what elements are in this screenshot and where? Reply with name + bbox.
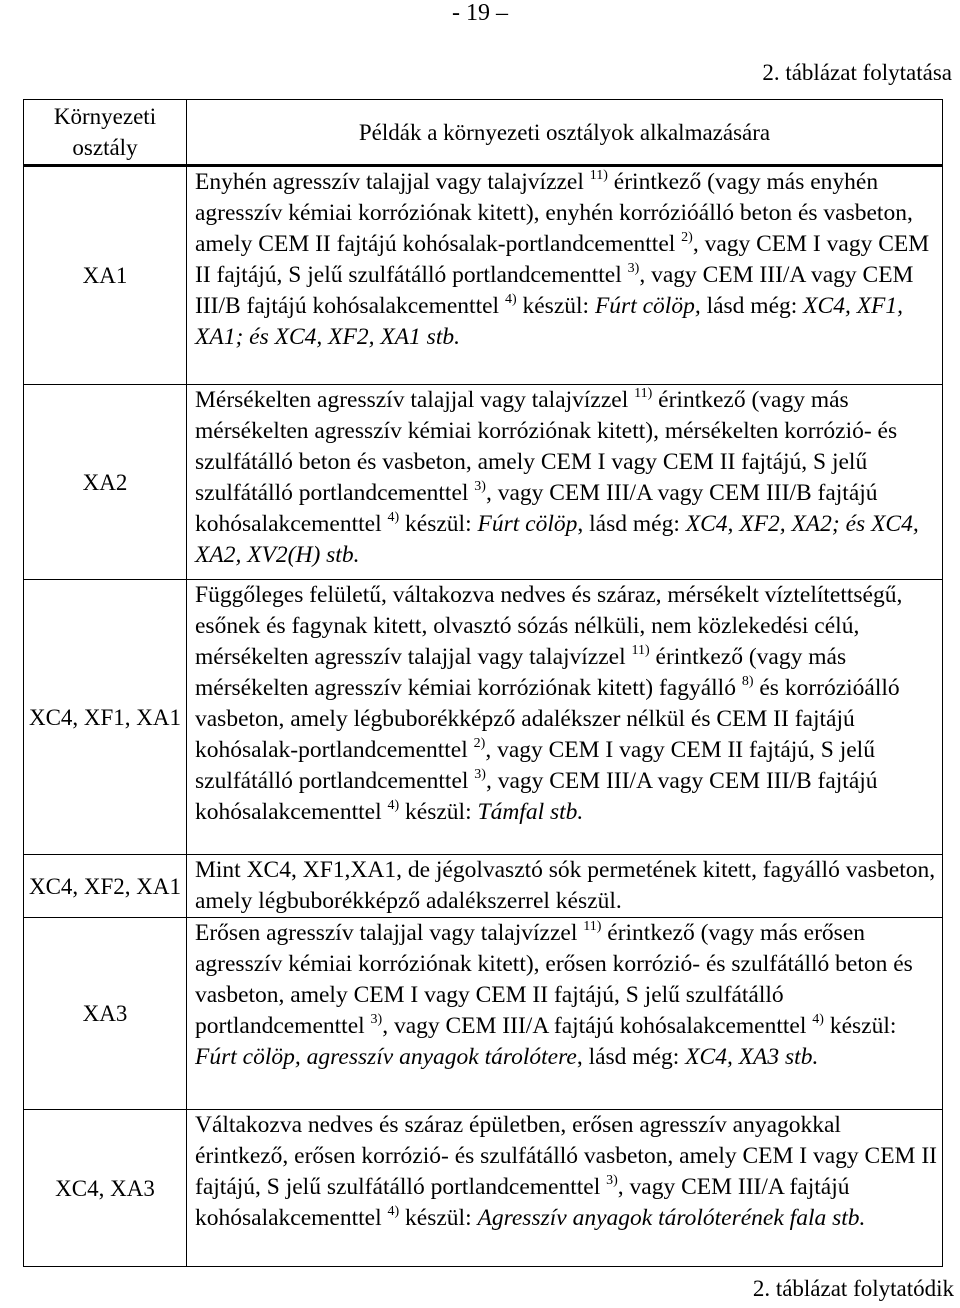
footnote-ref: 8) bbox=[741, 674, 754, 690]
description-cell bbox=[187, 166, 943, 385]
text-run: , vagy CEM I vagy CEM II fajtájú, S jelű szulfátálló portlandcementtel bbox=[195, 231, 930, 288]
footnote-ref: 11) bbox=[634, 386, 653, 402]
table-row bbox=[24, 855, 943, 918]
table-row bbox=[24, 580, 943, 855]
description-cell bbox=[187, 385, 943, 580]
footnote-ref: 4) bbox=[504, 292, 517, 308]
footnote-ref: 4) bbox=[812, 1012, 824, 1028]
table-row bbox=[24, 1110, 943, 1267]
italic-run: XC4, XA3 stb. bbox=[685, 1044, 819, 1070]
footnote-ref: 4) bbox=[387, 510, 400, 526]
table-row bbox=[24, 385, 943, 580]
italic-run: Fúrt cölöp, bbox=[594, 293, 701, 319]
text-run: , vagy CEM III/A vagy CEM III/B fajtájú kohósalakcementtel bbox=[195, 480, 878, 537]
description-cell bbox=[187, 580, 943, 855]
footnote-ref: 3) bbox=[370, 1012, 383, 1028]
text-run: készül: bbox=[516, 293, 595, 319]
description-cell bbox=[187, 855, 943, 918]
text-run: készül: bbox=[823, 1013, 897, 1039]
text-run: , vagy CEM I vagy CEM II fajtájú, S jelű szulfátálló portlandcementtel bbox=[195, 737, 875, 794]
text-run: Mérsékelten agresszív talajjal vagy talajvízzel bbox=[195, 387, 635, 413]
text-run: , vagy CEM III/A fajtájú kohósalakcementtel bbox=[195, 1174, 850, 1231]
footnote-ref: 3) bbox=[474, 479, 486, 495]
text-run: , vagy CEM III/A vagy CEM III/B fajtájú kohósalakcementtel bbox=[195, 262, 914, 319]
table-continuation-note: 2. táblázat folytatása bbox=[762, 60, 952, 85]
text-run: , lásd még: bbox=[576, 1044, 686, 1070]
table-row bbox=[24, 918, 943, 1110]
text-run: Enyhén agresszív talajjal vagy talajvízzel bbox=[195, 169, 590, 195]
text-run: Váltakozva nedves és száraz épületben, erősen agresszív anyagokkal érintkező, erősen korrózió- és szulfátálló vasbeton, amely CEM I vagy CEM II fajtájú, S jelű szulfátálló portlandcementtel bbox=[195, 1112, 937, 1200]
text-run: , vagy CEM III/A vagy CEM III/B fajtájú kohósalakcementtel bbox=[195, 768, 878, 825]
table-continues-note: 2. táblázat folytatódik bbox=[752, 1276, 954, 1301]
footnote-ref: 3) bbox=[474, 767, 486, 783]
italic-run: Támfal stb. bbox=[477, 799, 584, 825]
footnote-ref: 11) bbox=[631, 643, 650, 659]
italic-run: XC4, XF1, XA1; és XC4, XF2, XA1 stb. bbox=[195, 293, 904, 350]
footnote-ref: 11) bbox=[589, 168, 608, 184]
description-cell bbox=[187, 918, 943, 1110]
italic-run: Fúrt cölöp, agresszív anyagok tárolótere bbox=[195, 1044, 577, 1070]
environmental-class-table bbox=[23, 99, 943, 1267]
page-number: - 19 – bbox=[452, 0, 508, 26]
table-header-row bbox=[24, 100, 943, 166]
table-row bbox=[24, 166, 943, 385]
class-cell: XC4, XA3 bbox=[24, 1110, 187, 1267]
text-run: érintkező (vagy más mérsékelten agresszív kémiai korróziónak kitett) fagyálló bbox=[195, 644, 847, 701]
class-cell: XC4, XF2, XA1 bbox=[24, 855, 187, 918]
text-run: és korrózióálló vasbeton, amely légbuborékképző adalékszer nélkül és CEM II fajtájú kohósalak-portlandcementtel bbox=[195, 675, 900, 763]
class-cell: XA3 bbox=[24, 918, 187, 1110]
class-cell: XC4, XF1, XA1 bbox=[24, 580, 187, 855]
class-cell: XA2 bbox=[24, 385, 187, 580]
header-examples-cell: Példák a környezeti osztályok alkalmazására bbox=[187, 100, 943, 166]
text-run: készül: bbox=[399, 1205, 478, 1231]
footnote-ref: 11) bbox=[583, 919, 602, 935]
text-run: Erősen agresszív talajjal vagy talajvízzel bbox=[195, 920, 584, 946]
text-run: érintkező (vagy más enyhén agresszív kémiai korróziónak kitett), enyhén korrózióálló beton és vasbeton, amely CEM II fajtájú kohósalak-portlandcementtel bbox=[195, 169, 913, 257]
text-run: lásd még: bbox=[700, 293, 804, 319]
text-run: érintkező (vagy más erősen agresszív kémiai korróziónak kitett), erősen korrózió- és szulfátálló beton és vasbeton, amely CEM I vagy CEM II fajtájú, S jelű szulfátálló portlandcementtel bbox=[195, 920, 913, 1039]
text-run: készül: bbox=[399, 799, 478, 825]
text-run: érintkező (vagy más mérsékelten agresszív kémiai korróziónak kitett), mérsékelten korrózió- és szulfátálló beton és vasbeton, amely CEM I vagy CEM II fajtájú, S jelű szulfátálló portlandcementtel bbox=[195, 387, 898, 506]
italic-run: Agresszív anyagok tárolóterének fala stb. bbox=[477, 1205, 866, 1231]
footnote-ref: 4) bbox=[387, 1204, 400, 1220]
italic-run: Fúrt cölöp bbox=[477, 511, 578, 537]
text-run: , vagy CEM III/A fajtájú kohósalakcementtel bbox=[382, 1013, 813, 1039]
footnote-ref: 4) bbox=[387, 798, 400, 814]
description-cell bbox=[187, 1110, 943, 1267]
footnote-ref: 3) bbox=[627, 261, 640, 277]
text-run: Függőleges felületű, váltakozva nedves és száraz, mérsékelt víztelítettségű, esőnek és fagynak kitett, olvasztó sózás nélküli, nem közlekedési célú, mérsékelten agresszív talajjal vagy talajvízzel bbox=[195, 582, 903, 670]
footnote-ref: 2) bbox=[681, 230, 693, 246]
footnote-ref: 2) bbox=[473, 736, 486, 752]
footnote-ref: 3) bbox=[606, 1173, 618, 1189]
text-run: készül: bbox=[399, 511, 478, 537]
italic-run: XC4, XF2, XA2; és XC4, XA2, XV2(H) stb. bbox=[195, 511, 919, 568]
header-class-cell: Környezeti osztály bbox=[24, 100, 187, 166]
text-run: Mint XC4, XF1,XA1, de jégolvasztó sók permetének kitett, fagyálló vasbeton, amely légbuborékképző adalékszerrel készül. bbox=[195, 857, 936, 914]
class-cell: XA1 bbox=[24, 166, 187, 385]
text-run: , lásd még: bbox=[577, 511, 686, 537]
